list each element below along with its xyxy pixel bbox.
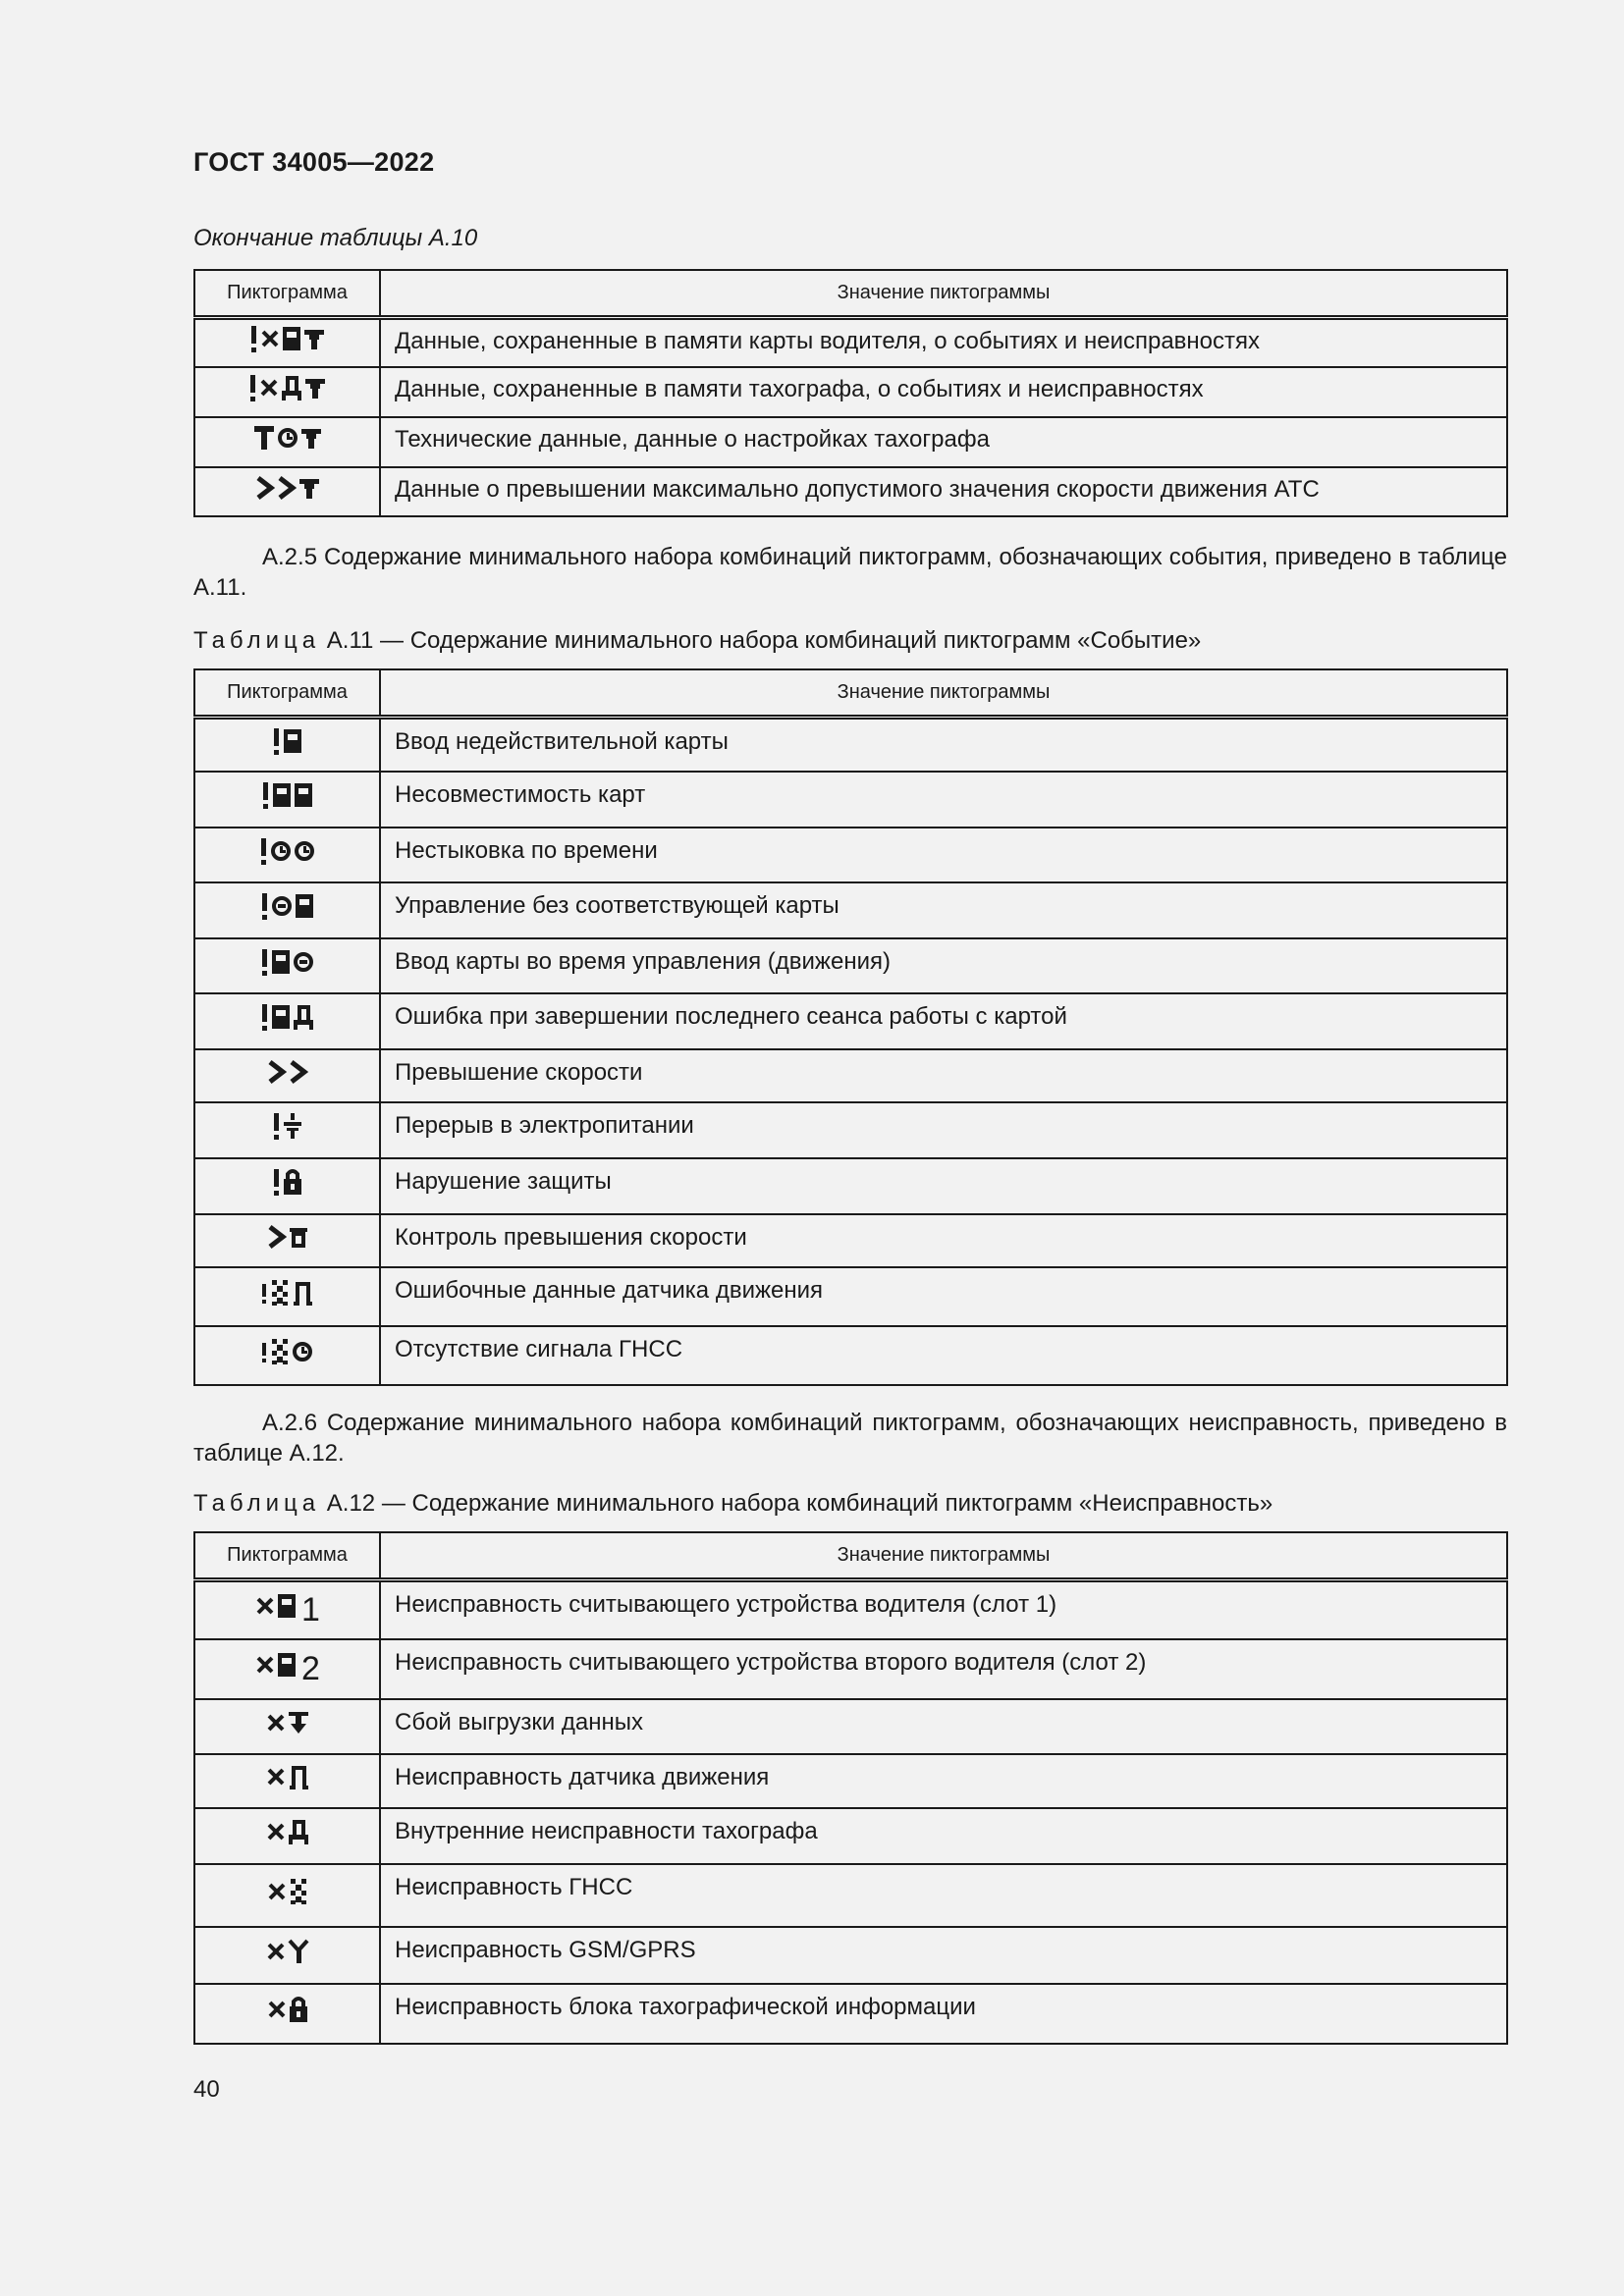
table-row <box>194 1158 1507 1214</box>
card-icon <box>283 726 302 764</box>
pictogram-meaning: Ошибочные данные датчика движения <box>380 1267 1507 1326</box>
exclaim-icon <box>261 947 269 985</box>
speed-icon <box>289 1057 308 1095</box>
table-a12 <box>193 1531 1508 2045</box>
paragraph-a-2-6: А.2.6 Содержание минимального набора комбинаций пиктограмм, обозначающих неисправность, приведено в таблице А.12. <box>193 1410 1507 1467</box>
table-a12-caption <box>193 1490 1272 1518</box>
table-row <box>194 467 1507 516</box>
exclaim-icon <box>261 1002 269 1040</box>
speed-icon <box>277 473 297 510</box>
table-a11-caption-text: А.11 — Содержание минимального набора комбинаций пиктограмм «Событие» <box>320 627 1202 654</box>
paragraph-a-2-5: А.2.5 Содержание минимального набора комбинаций пиктограмм, обозначающих события, приведено в таблице А.11. <box>193 544 1507 601</box>
pictogram-cell <box>194 1699 380 1754</box>
table-row <box>194 1326 1507 1385</box>
satellite-icon <box>270 1337 290 1374</box>
table-row <box>194 1984 1507 2044</box>
clock-icon <box>294 836 315 874</box>
table-row <box>194 828 1507 882</box>
slot-number: 1 <box>301 1590 320 1629</box>
table-row <box>194 367 1507 417</box>
pictogram-meaning: Неисправность считывающего устройства второго водителя (слот 2) <box>380 1639 1507 1699</box>
pictogram-meaning: Нарушение защиты <box>380 1158 1507 1214</box>
cross-icon <box>267 1995 287 2032</box>
tachograph-icon <box>288 1817 309 1854</box>
pictogram-meaning: Ошибка при завершении последнего сеанса работы с картой <box>380 993 1507 1049</box>
control-icon <box>289 1222 308 1259</box>
table-continuation-caption: Окончание таблицы А.10 <box>193 225 478 251</box>
pictogram-cell <box>194 772 380 828</box>
download-icon <box>304 373 326 410</box>
cross-icon <box>266 1817 286 1854</box>
pictogram-cell <box>194 1214 380 1267</box>
satellite-icon <box>289 1877 308 1914</box>
table-row <box>194 882 1507 938</box>
pictogram-meaning: Контроль превышения скорости <box>380 1214 1507 1267</box>
pictogram-meaning: Ввод карты во время управления (движения) <box>380 938 1507 993</box>
table-a10-end <box>193 269 1508 517</box>
exclaim-icon <box>273 1111 281 1148</box>
cross-icon <box>255 1650 275 1687</box>
card-icon <box>272 780 292 818</box>
pictogram-cell <box>194 1927 380 1984</box>
column-header-meaning: Значение пиктограммы <box>380 1532 1507 1580</box>
pictogram-cell <box>194 1639 380 1699</box>
table-row <box>194 1214 1507 1267</box>
clock-icon <box>270 836 292 874</box>
card-icon <box>294 780 313 818</box>
hammer-icon <box>253 423 275 460</box>
pictogram-cell <box>194 1102 380 1158</box>
pictogram-cell <box>194 1754 380 1808</box>
exclaim-icon <box>273 1167 281 1204</box>
table-row <box>194 1864 1507 1927</box>
tachograph-icon <box>293 1002 314 1040</box>
pictogram-cell <box>194 938 380 993</box>
clock-icon <box>277 423 298 460</box>
column-header-meaning: Значение пиктограммы <box>380 270 1507 318</box>
pictogram-cell <box>194 1808 380 1864</box>
pictogram-meaning: Внутренние неисправности тахографа <box>380 1808 1507 1864</box>
exclaim-icon <box>261 891 269 929</box>
pictogram-cell <box>194 1267 380 1326</box>
table-row <box>194 1927 1507 1984</box>
pictogram-meaning: Неисправность GSM/GPRS <box>380 1927 1507 1984</box>
exclaim-icon <box>273 726 281 764</box>
document-header: ГОСТ 34005—2022 <box>193 147 435 177</box>
pulse-icon <box>288 1762 309 1799</box>
table-row <box>194 1754 1507 1808</box>
speed-icon <box>267 1057 287 1095</box>
table-row <box>194 1102 1507 1158</box>
pictogram-cell <box>194 718 380 772</box>
cross-icon <box>266 1762 286 1799</box>
speed-icon <box>255 473 275 510</box>
card-icon <box>271 1002 291 1040</box>
table-row <box>194 1699 1507 1754</box>
clock-icon <box>292 1337 313 1374</box>
page-number: 40 <box>193 2076 220 2103</box>
cross-icon <box>255 1591 275 1629</box>
pictogram-cell <box>194 467 380 516</box>
exclaim-small-icon <box>261 1279 268 1313</box>
table-row <box>194 718 1507 772</box>
power-icon <box>283 1111 302 1148</box>
pictogram-meaning: Несовместимость карт <box>380 772 1507 828</box>
column-header-pictogram: Пиктограмма <box>194 270 380 318</box>
table-row <box>194 772 1507 828</box>
table-a11-caption-prefix: Таблица <box>193 627 321 654</box>
exclaim-icon <box>262 780 270 818</box>
pictogram-meaning: Неисправность датчика движения <box>380 1754 1507 1808</box>
table-a12-caption-prefix: Таблица <box>193 1490 321 1517</box>
cross-icon <box>267 1877 287 1914</box>
cross-icon <box>266 1937 286 1974</box>
cross-icon <box>266 1708 286 1745</box>
column-header-pictogram: Пиктограмма <box>194 669 380 718</box>
exclaim-small-icon <box>261 1338 268 1372</box>
pictogram-cell <box>194 417 380 467</box>
tachograph-icon <box>281 373 302 410</box>
pulse-icon <box>292 1278 313 1315</box>
steering-icon <box>271 891 293 929</box>
card-icon <box>277 1650 297 1687</box>
table-row <box>194 993 1507 1049</box>
download-arrow-icon <box>288 1708 309 1745</box>
pictogram-cell <box>194 1864 380 1927</box>
steering-icon <box>293 947 314 985</box>
pictogram-cell <box>194 1580 380 1639</box>
download-icon <box>303 324 325 361</box>
table-row <box>194 417 1507 467</box>
speed-icon <box>267 1222 287 1259</box>
card-icon <box>295 891 314 929</box>
column-header-meaning: Значение пиктограммы <box>380 669 1507 718</box>
pictogram-cell <box>194 367 380 417</box>
pictogram-cell <box>194 1326 380 1385</box>
table-row <box>194 1049 1507 1102</box>
table-row <box>194 1808 1507 1864</box>
exclaim-icon <box>250 324 258 361</box>
download-icon <box>298 473 320 510</box>
cross-icon <box>260 324 280 361</box>
satellite-icon <box>270 1278 290 1315</box>
lock-icon <box>283 1167 302 1204</box>
pictogram-meaning: Отсутствие сигнала ГНСС <box>380 1326 1507 1385</box>
card-icon <box>271 947 291 985</box>
card-icon <box>277 1591 297 1629</box>
pictogram-cell <box>194 1158 380 1214</box>
column-header-pictogram: Пиктограмма <box>194 1532 380 1580</box>
pictogram-cell <box>194 993 380 1049</box>
pictogram-meaning: Неисправность блока тахографической информации <box>380 1984 1507 2044</box>
table-a11-caption <box>193 627 1201 655</box>
pictogram-meaning: Данные о превышении максимально допустимого значения скорости движения АТС <box>380 467 1507 516</box>
pictogram-meaning: Нестыковка по времени <box>380 828 1507 882</box>
pictogram-meaning: Превышение скорости <box>380 1049 1507 1102</box>
pictogram-meaning: Управление без соответствующей карты <box>380 882 1507 938</box>
table-a12-caption-text: А.12 — Содержание минимального набора комбинаций пиктограмм «Неисправность» <box>320 1490 1273 1517</box>
table-row <box>194 1267 1507 1326</box>
pictogram-meaning: Технические данные, данные о настройках тахографа <box>380 417 1507 467</box>
pictogram-meaning: Данные, сохраненные в памяти карты водителя, о событиях и неисправностях <box>380 318 1507 367</box>
exclaim-icon <box>249 373 257 410</box>
pictogram-cell <box>194 828 380 882</box>
table-row <box>194 1580 1507 1639</box>
pictogram-meaning: Неисправность ГНСС <box>380 1864 1507 1927</box>
pictogram-cell <box>194 318 380 367</box>
pictogram-cell <box>194 1049 380 1102</box>
table-a11 <box>193 668 1508 1386</box>
lock-icon <box>289 1995 308 2032</box>
pictogram-cell <box>194 882 380 938</box>
download-icon <box>300 423 322 460</box>
table-row <box>194 938 1507 993</box>
slot-number: 2 <box>301 1649 320 1687</box>
pictogram-meaning: Ввод недействительной карты <box>380 718 1507 772</box>
pictogram-meaning: Перерыв в электропитании <box>380 1102 1507 1158</box>
table-row <box>194 318 1507 367</box>
card-icon <box>282 324 301 361</box>
pictogram-meaning: Сбой выгрузки данных <box>380 1699 1507 1754</box>
antenna-icon <box>288 1937 309 1974</box>
table-row <box>194 1639 1507 1699</box>
pictogram-meaning: Данные, сохраненные в памяти тахографа, о событиях и неисправностях <box>380 367 1507 417</box>
cross-icon <box>259 373 279 410</box>
pictogram-cell <box>194 1984 380 2044</box>
exclaim-icon <box>260 836 268 874</box>
pictogram-meaning: Неисправность считывающего устройства водителя (слот 1) <box>380 1580 1507 1639</box>
